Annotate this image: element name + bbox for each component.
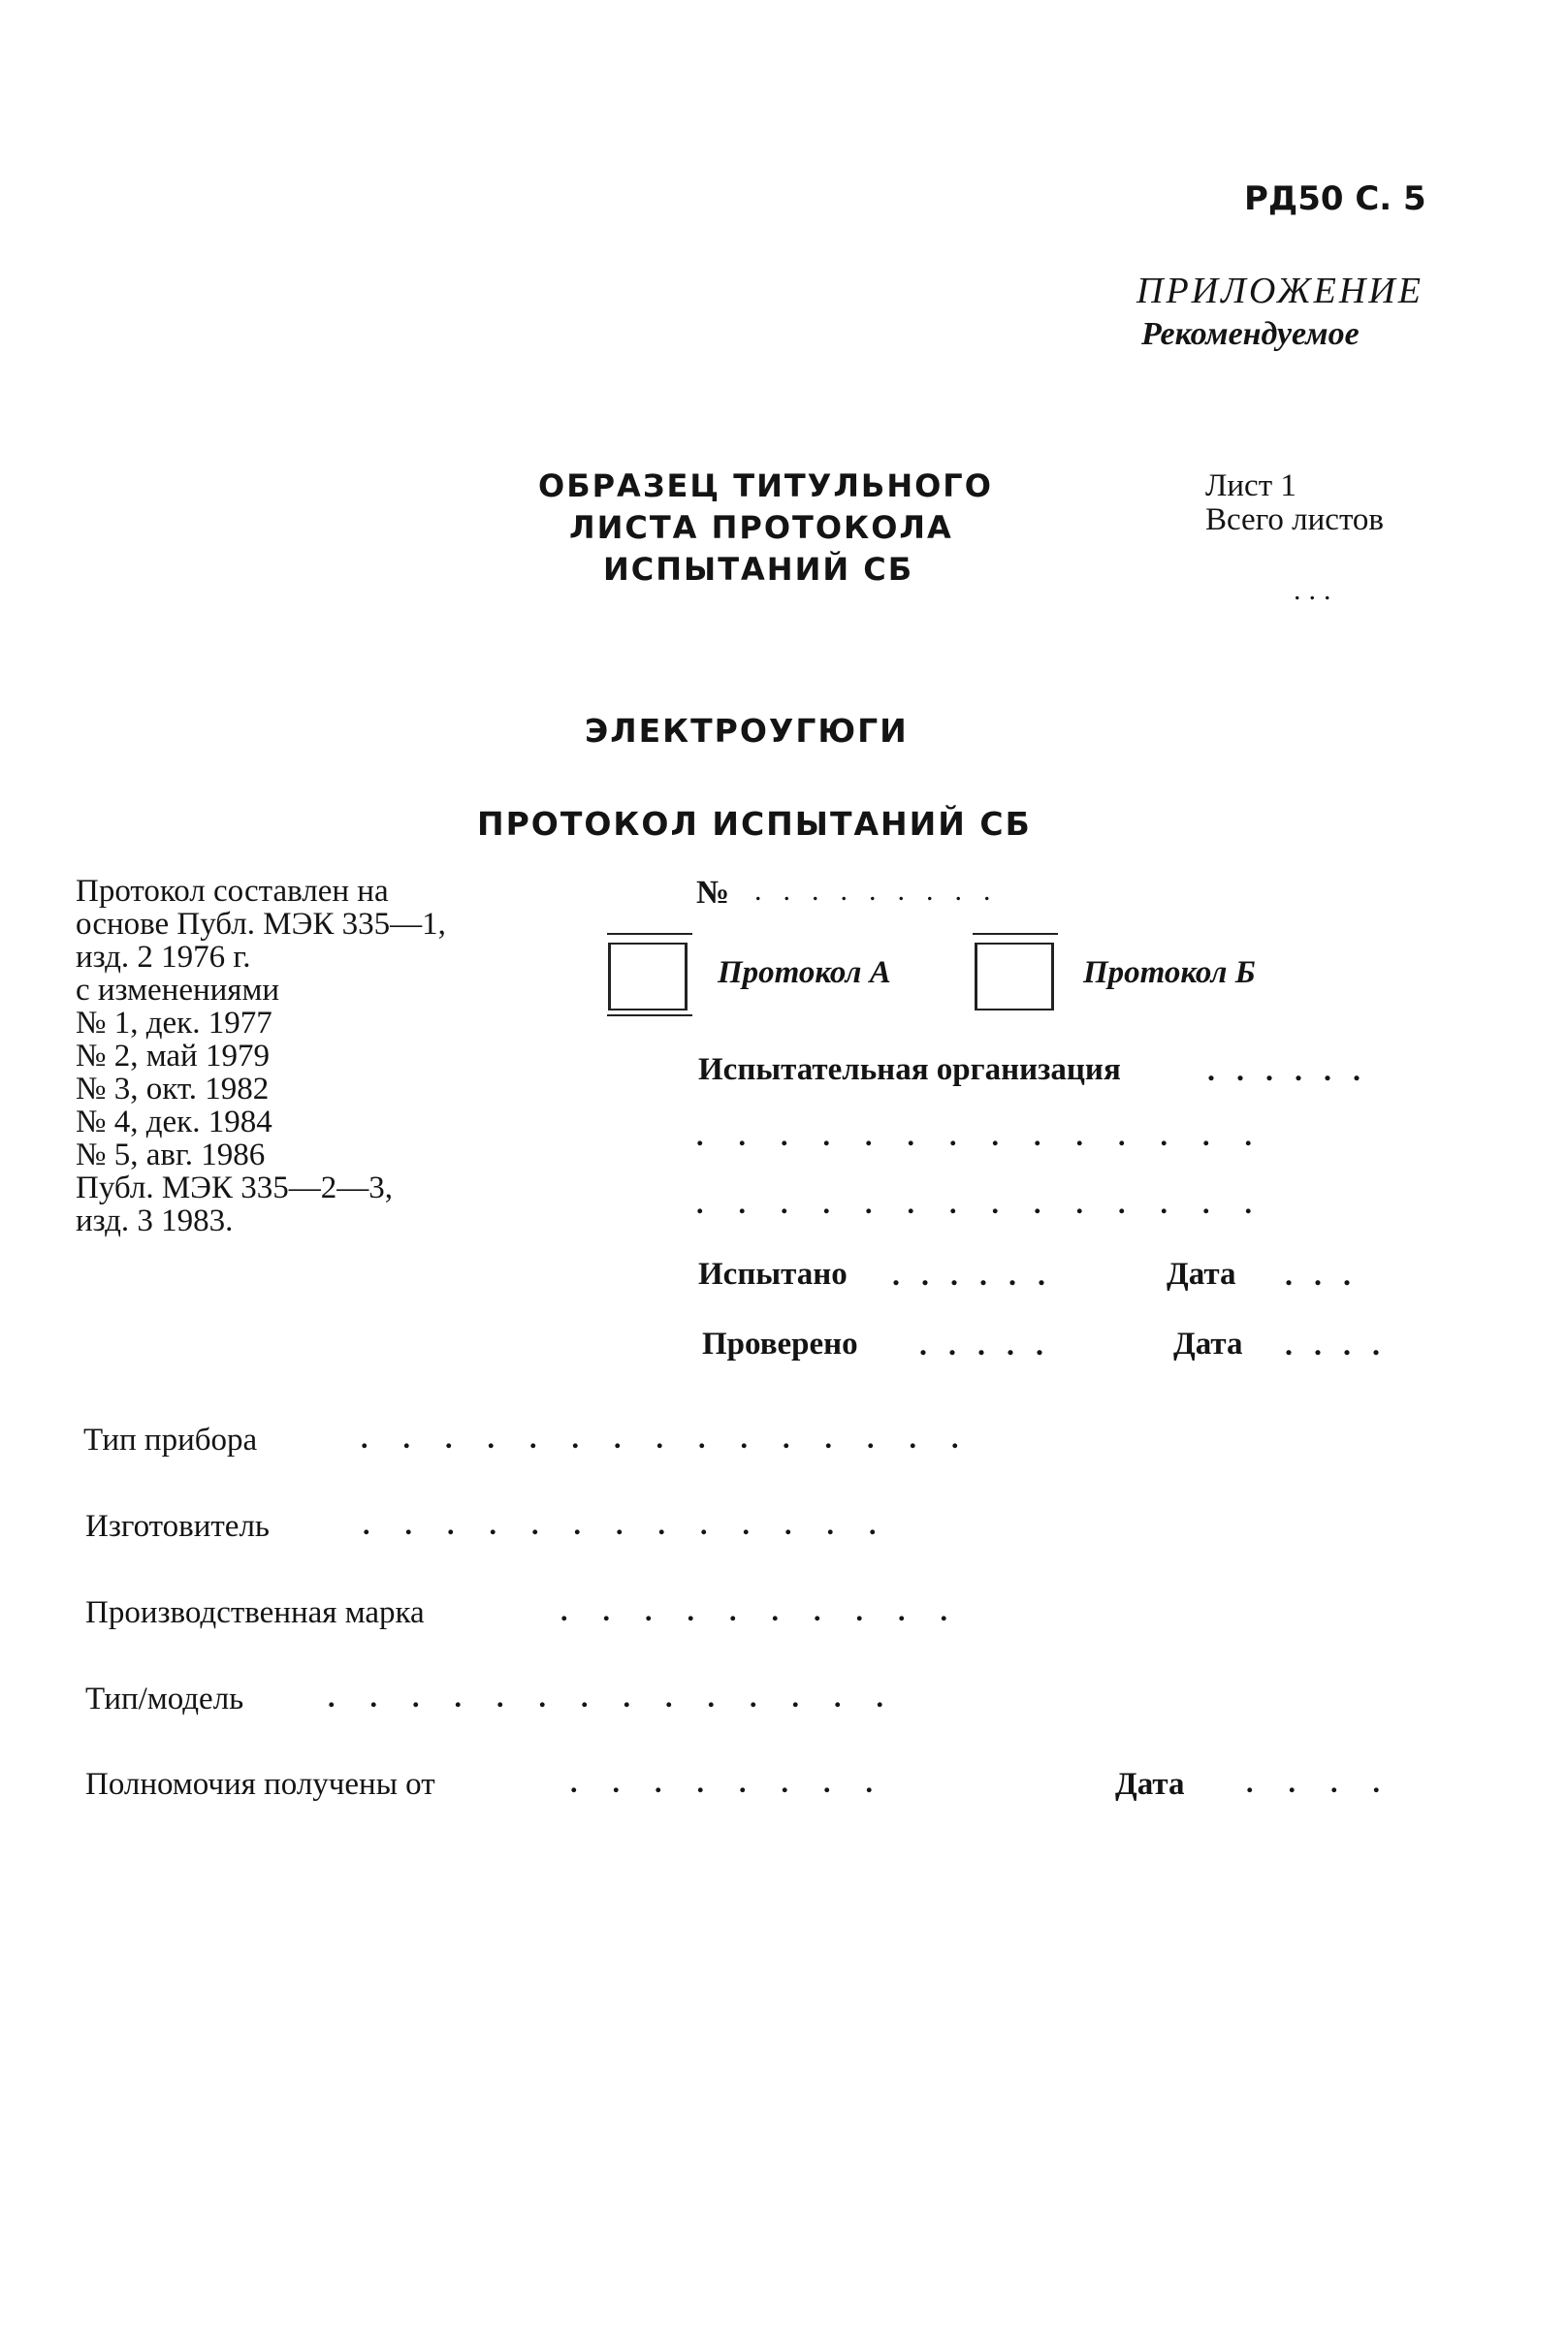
type-model-label: Тип/модель [85,1682,244,1716]
checked-field[interactable]: ..... [919,1327,1065,1362]
basis-line: Публ. МЭК 335—2—3, [76,1170,393,1205]
basis-line: № 5, авг. 1986 [76,1138,266,1172]
checked-label: Проверено [702,1327,858,1362]
sample-title-line-1: ОБРАЗЕЦ ТИТУЛЬНОГО [538,467,993,504]
checked-date-label: Дата [1173,1327,1243,1362]
device-type-label: Тип прибора [83,1423,258,1458]
basis-line: основе Публ. МЭК 335—1, [76,907,446,942]
authority-label: Полномочия получены от [85,1767,435,1802]
basis-line: № 2, май 1979 [76,1039,270,1074]
test-organization-label: Испытательная организация [698,1052,1121,1087]
tested-date-field[interactable]: ... [1285,1257,1372,1292]
device-type-field[interactable]: ............... [361,1423,994,1455]
total-sheets-value: ... [1294,574,1339,606]
sample-title-line-2: ЛИСТА ПРОТОКОЛА [569,509,953,546]
authority-field[interactable]: ........ [570,1767,908,1799]
trademark-field[interactable]: .......... [560,1595,982,1627]
protocol-a-checkbox[interactable] [608,943,688,1010]
manufacturer-label: Изготовитель [85,1509,270,1544]
manufacturer-field[interactable]: ............. [363,1509,912,1541]
protocol-basis [76,875,446,1237]
basis-line: № 3, окт. 1982 [76,1072,270,1106]
basis-line: Протокол составлен на [76,874,389,909]
authority-date-label: Дата [1115,1767,1185,1802]
test-organization-line-2[interactable]: .............. [696,1188,1287,1220]
checkbox-a-bottom-rule [607,1014,692,1016]
checkbox-a-top-rule [607,933,692,935]
product-name: ЭЛЕКТРОУГЮГИ [585,712,909,750]
sample-title-line-3: ИСПЫТАНИЙ СБ [603,551,914,588]
tested-field[interactable]: ...... [892,1257,1067,1292]
protocol-a-label: Протокол А [718,955,891,990]
protocol-heading: ПРОТОКОЛ ИСПЫТАНИЙ СБ [477,805,1032,843]
appendix-label: ПРИЛОЖЕНИЕ [1136,271,1424,311]
protocol-number-field[interactable]: ......... [754,875,1012,907]
appendix-status: Рекомендуемое [1141,316,1360,352]
sheet-number: Лист 1 [1205,468,1296,503]
protocol-b-label: Протокол Б [1083,955,1256,990]
basis-line: № 1, дек. 1977 [76,1006,272,1041]
protocol-number-label: № [696,875,730,911]
trademark-label: Производственная марка [85,1595,425,1630]
basis-line: изд. 2 1976 г. [76,940,251,975]
tested-date-label: Дата [1167,1257,1236,1292]
basis-line: изд. 3 1983. [76,1203,234,1238]
test-organization-line-1[interactable]: .............. [696,1120,1287,1152]
protocol-b-checkbox[interactable] [975,943,1054,1010]
basis-line: с изменениями [76,973,280,1008]
basis-line: № 4, дек. 1984 [76,1105,272,1139]
tested-label: Испытано [698,1257,848,1292]
page-reference: РД50 С. 5 [1244,179,1426,218]
authority-date-field[interactable]: .... [1246,1767,1415,1799]
checked-date-field[interactable]: .... [1285,1327,1401,1362]
type-model-field[interactable]: .............. [328,1682,918,1714]
test-organization-field[interactable]: ...... [1207,1052,1382,1087]
total-sheets: Всего листов [1205,502,1385,537]
checkbox-b-top-rule [973,933,1058,935]
